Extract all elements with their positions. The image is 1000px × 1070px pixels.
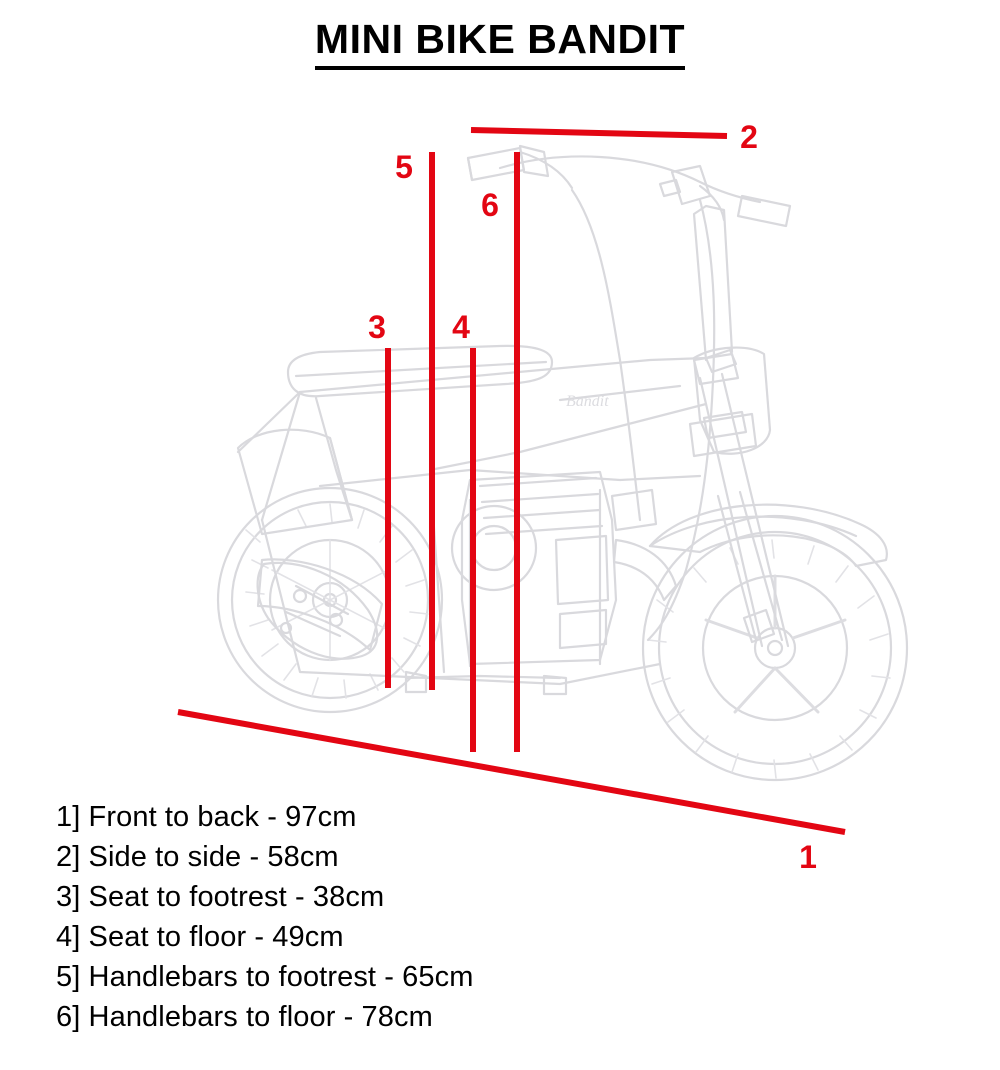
footpeg-left [406,672,426,692]
rear-wheel-spokes [272,540,388,660]
rear-brace-2 [330,438,352,520]
dimension-label-1: 1 [799,839,817,875]
legend-item-5: 5] Handlebars to footrest - 65cm [56,961,474,993]
air-filter [612,490,656,530]
bike-illustration [218,146,907,780]
front-wheel-hub-center [768,641,782,655]
frame-engine-mount [470,490,600,666]
dimension-label-4: 4 [452,309,470,345]
fuel-cap [706,350,736,372]
dimension-line-2 [471,130,727,136]
engine-cover-circle [452,506,536,590]
frame-brand-text: Bandit [566,393,609,410]
clutch-bolt-1 [294,590,306,602]
handlebar-left-grip-end [468,158,472,180]
dimension-label-6: 6 [481,187,499,223]
rear-fender [238,430,352,534]
dimension-label-5: 5 [395,149,413,185]
dimension-legend [56,797,473,1037]
page-title-text: MINI BIKE BANDIT [315,16,685,70]
front-fork-right [722,374,788,646]
dimension-label-3: 3 [368,309,386,345]
dimension-lines [178,130,845,832]
legend-item-4: 4] Seat to floor - 49cm [56,921,344,953]
legend-item-1: 1] Front to back - 97cm [56,801,357,833]
legend-item-6: 6] Handlebars to floor - 78cm [56,1001,433,1033]
legend-item-2: 2] Side to side - 58cm [56,841,339,873]
front-wheel-tire-outer [643,516,907,780]
legend-item-3: 3] Seat to footrest - 38cm [56,881,385,913]
frame-top-tube [300,358,706,392]
brake-cable [572,190,640,520]
handlebar-crossbar [500,156,760,202]
dimension-label-2: 2 [740,119,758,155]
front-fender [650,505,887,566]
handlebar-right-grip [738,196,790,226]
